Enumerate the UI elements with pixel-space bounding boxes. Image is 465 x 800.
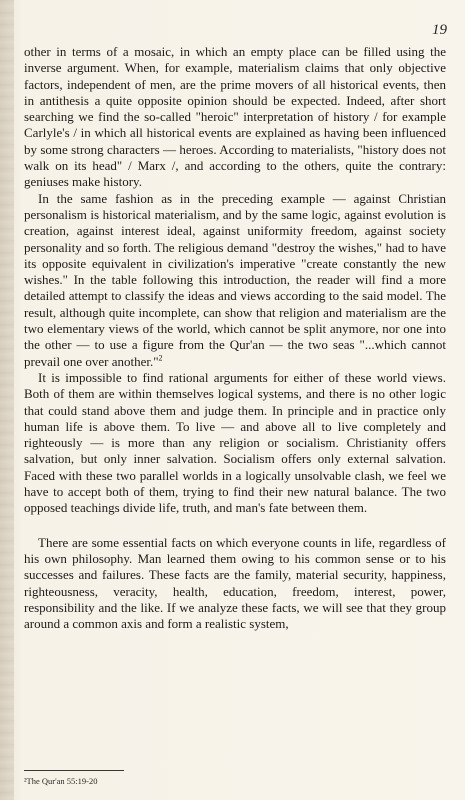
paragraph-2 xyxy=(24,191,446,370)
book-spine-shadow xyxy=(0,0,14,800)
paragraph-3-text: It is impossible to find rational arguments for either of these world views. Both of them are within themselves logical systems, and there is no other logic that could stand above them and judge them. In principle and in practice only human life is above them. To live — and above all to live completely and righteously — is more than any religion or socialism. Christianity offers salvation, but only inner salvation. Socialism offers only external salvation. Faced with these two parallel worlds in a logically unsolvable clash, we feel we have to accept both of them, trying to find their new natural balance. The two opposed teachings divide life, truth, and man's fate between them. xyxy=(24,369,446,516)
paragraph-3 xyxy=(24,370,446,517)
footnote-divider xyxy=(24,770,124,771)
body-text xyxy=(24,44,446,632)
paragraph-4-text: There are some essential facts on which everyone counts in life, regardless of his own philosophy. Man learned them owing to his common sense or to his successes and failures. These facts are the family, material security, happiness, righteousness, veracity, health, education, freedom, interest, power, responsibility and the like. If we analyze these facts, we will see that they group around a common axis and form a realistic system, xyxy=(24,534,446,632)
page-number: 19 xyxy=(432,22,447,38)
paragraph-4 xyxy=(24,535,446,633)
paragraph-1-text: other in terms of a mosaic, in which an empty place can be filled using the inverse argument. When, for example, materialism claims that only objective factors, independent of men, are the prime movers of all historical events, then in antithesis a quite opposite opinion should be expected. Indeed, after short searching we find the so-called "heroic" interpretation of history / for example Carlyle's / in which all historical events are explained as having been influenced by some strong characters — heroes. According to materialists, "history does not walk on its head" / Marx /, and according to the others, quite the contrary: geniuses make history. xyxy=(24,44,446,190)
paragraph-1 xyxy=(24,44,446,191)
footnote: ²The Qur'an 55:19-20 xyxy=(24,776,98,786)
footnote-reference: 2 xyxy=(158,353,163,363)
paragraph-2-text: In the same fashion as in the preceding example — against Christian personalism is historical materialism, and by the same logic, against evolution is creation, against interest ideal, against uniformity freedom, against society personality and so forth. The religious demand "destroy the wishes," had to have its opposite equivalent in civilization's imperative "create constantly the new wishes." In the table following this introduction, the reader will find a more detailed attempt to classify the ideas and views according to the said model. The result, although quite incomplete, can show that religion and materialism are the two elementary views of the world, which cannot be split anymore, nor one into the other — to use a figure from the Qur'an — the two seas "...which cannot prevail one over another." xyxy=(24,190,446,369)
